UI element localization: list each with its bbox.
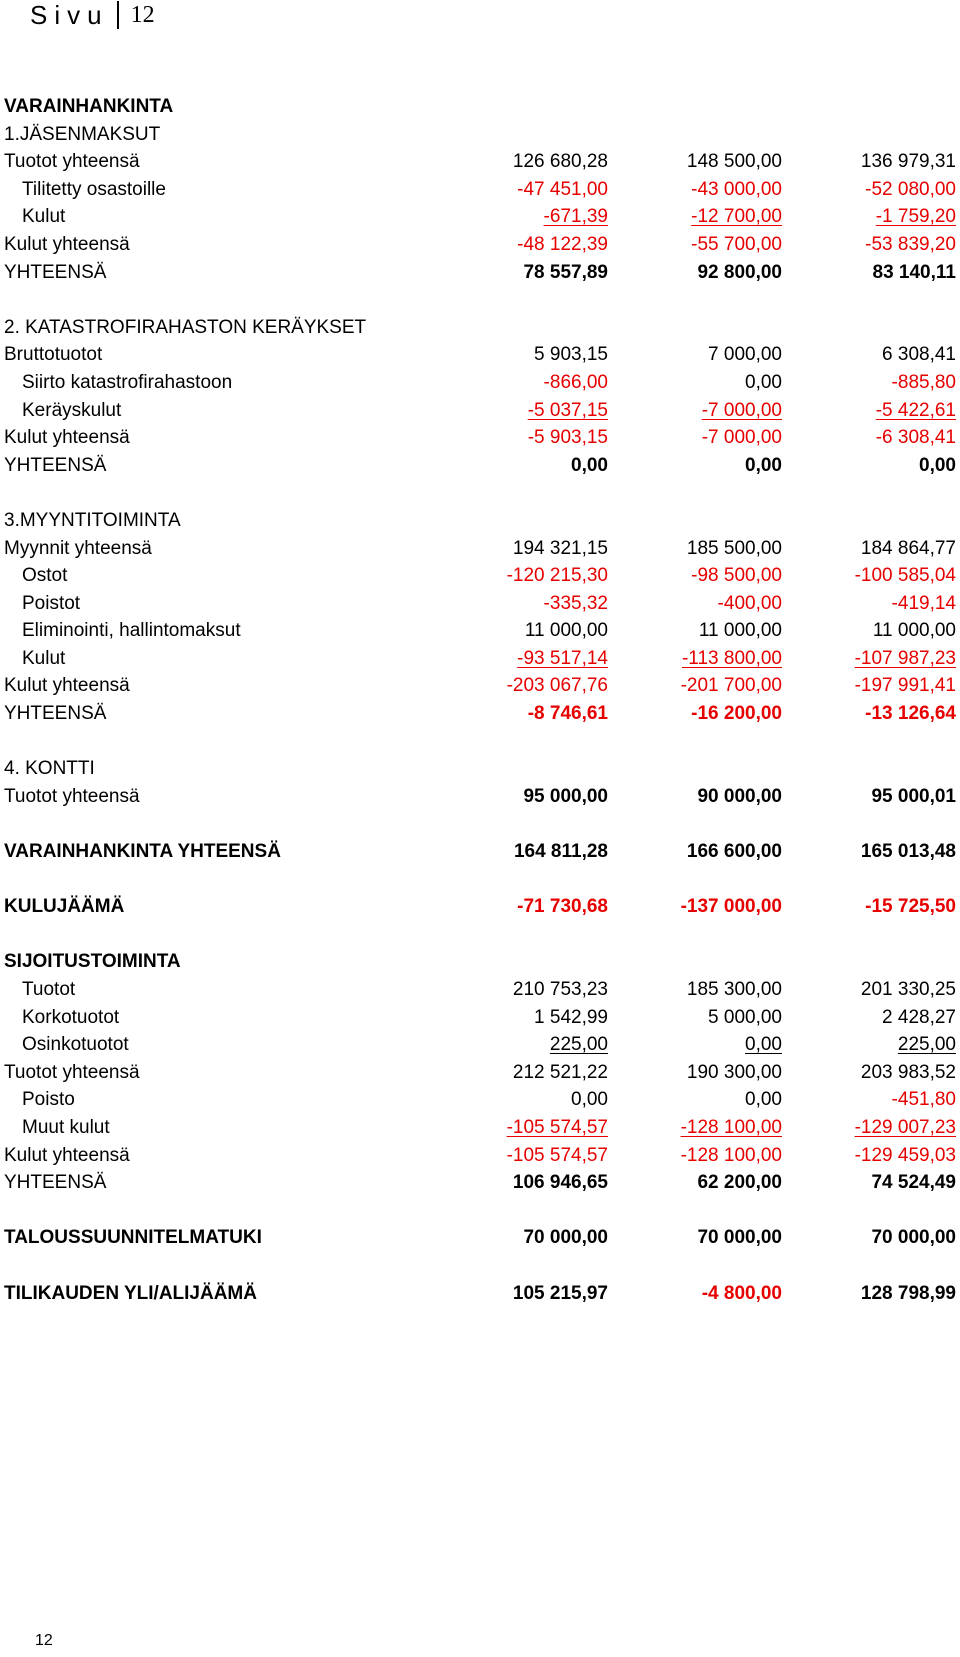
cell-value-col2: 7 000,00 <box>708 344 782 366</box>
row-label: VARAINHANKINTA YHTEENSÄ <box>4 841 281 863</box>
table-row <box>0 397 960 425</box>
cell-value-col3: 6 308,41 <box>882 344 956 366</box>
table-row <box>0 121 960 149</box>
cell-value-col1: 105 215,97 <box>512 1282 608 1304</box>
table-row <box>0 700 960 728</box>
row-label: 3.MYYNTITOIMINTA <box>4 509 181 531</box>
cell-value-col1: -71 730,68 <box>517 896 608 918</box>
table-row <box>0 672 960 700</box>
cell-value-col1: 0,00 <box>571 1089 608 1111</box>
cell-value-col2: -98 500,00 <box>691 565 782 587</box>
cell-value-col2: 0,00 <box>745 1034 782 1056</box>
table-row <box>0 1004 960 1032</box>
cell-value-col3: 203 983,52 <box>860 1061 956 1083</box>
cell-value-col3: -100 585,04 <box>854 565 956 587</box>
row-label: Muut kulut <box>22 1116 110 1138</box>
cell-value-col1: 0,00 <box>571 454 608 476</box>
cell-value-col3: 0,00 <box>919 454 956 476</box>
row-label: Keräyskulut <box>22 399 122 421</box>
table-row <box>0 590 960 618</box>
table-row <box>0 617 960 645</box>
cell-value-col2: 185 500,00 <box>686 537 782 559</box>
cell-value-col1: 164 811,28 <box>513 841 608 863</box>
table-row <box>0 1280 960 1308</box>
row-label: Tuotot yhteensä <box>4 1061 140 1083</box>
cell-value-col2: 62 200,00 <box>697 1172 782 1194</box>
row-label: KULUJÄÄMÄ <box>4 896 125 918</box>
cell-value-col1: -5 037,15 <box>527 399 608 421</box>
row-label: Tuotot yhteensä <box>4 785 140 807</box>
cell-value-col1: -203 067,76 <box>506 675 608 697</box>
cell-value-col3: -419,14 <box>891 592 956 614</box>
header-separator <box>117 1 119 29</box>
cell-value-col1: -5 903,15 <box>527 427 608 449</box>
cell-value-col2: 166 600,00 <box>686 841 782 863</box>
cell-value-col2: 0,00 <box>745 371 782 393</box>
row-label: YHTEENSÄ <box>4 703 107 725</box>
table-row <box>0 976 960 1004</box>
cell-value-col1: 212 521,22 <box>512 1061 608 1083</box>
row-label: Kulut <box>22 206 66 228</box>
row-label: YHTEENSÄ <box>4 1172 107 1194</box>
table-row <box>0 93 960 121</box>
row-label: Poistot <box>22 592 81 614</box>
table-spacer <box>0 921 960 949</box>
cell-value-col1: 70 000,00 <box>523 1227 608 1249</box>
cell-value-col2: 70 000,00 <box>697 1227 782 1249</box>
row-label: 4. KONTTI <box>4 758 95 780</box>
table-row <box>0 341 960 369</box>
cell-value-col2: -55 700,00 <box>691 233 782 255</box>
cell-value-col3: 184 864,77 <box>860 537 956 559</box>
cell-value-col3: 128 798,99 <box>860 1282 956 1304</box>
cell-value-col2: -128 100,00 <box>680 1144 782 1166</box>
cell-value-col2: 11 000,00 <box>698 620 782 642</box>
table-row <box>0 562 960 590</box>
cell-value-col2: 0,00 <box>745 1089 782 1111</box>
row-label: YHTEENSÄ <box>4 454 107 476</box>
table-spacer <box>0 1252 960 1280</box>
cell-value-col1: 78 557,89 <box>523 261 608 283</box>
cell-value-col3: -15 725,50 <box>865 896 956 918</box>
cell-value-col1: -866,00 <box>543 371 608 393</box>
cell-value-col2: 0,00 <box>745 454 782 476</box>
row-label: Tuotot yhteensä <box>4 151 140 173</box>
cell-value-col2: -16 200,00 <box>691 703 782 725</box>
table-row <box>0 452 960 480</box>
row-label: TALOUSSUUNNITELMATUKI <box>4 1227 262 1249</box>
table-row <box>0 1169 960 1197</box>
cell-value-col1: 210 753,23 <box>512 979 608 1000</box>
cell-value-col1: -335,32 <box>543 592 608 614</box>
cell-value-col3: -1 759,20 <box>875 206 956 228</box>
table-row <box>0 645 960 673</box>
table-spacer <box>0 866 960 894</box>
page-header-word: Sivu <box>30 0 109 30</box>
table-row <box>0 1031 960 1059</box>
cell-value-col2: 5 000,00 <box>708 1006 782 1028</box>
row-label: Kulut yhteensä <box>4 427 130 449</box>
table-row <box>0 314 960 342</box>
row-label: Bruttotuotot <box>4 344 103 366</box>
table-row <box>0 783 960 811</box>
cell-value-col1: -48 122,39 <box>517 233 608 255</box>
cell-value-col2: 190 300,00 <box>686 1061 782 1083</box>
cell-value-col2: -113 800,00 <box>681 647 782 669</box>
row-label: Eliminointi, hallintomaksut <box>22 620 241 642</box>
cell-value-col2: -12 700,00 <box>691 206 782 228</box>
row-label: TILIKAUDEN YLI/ALIJÄÄMÄ <box>4 1282 257 1304</box>
table-row <box>0 231 960 259</box>
row-label: Poisto <box>22 1089 75 1111</box>
row-label: Tuotot <box>22 979 76 1000</box>
cell-value-col3: -52 080,00 <box>865 178 956 200</box>
row-label: Kulut yhteensä <box>4 1144 130 1166</box>
cell-value-col2: 185 300,00 <box>686 979 782 1000</box>
cell-value-col3: 70 000,00 <box>871 1227 956 1249</box>
table-row <box>0 535 960 563</box>
cell-value-col3: 165 013,48 <box>860 841 956 863</box>
cell-value-col3: -13 126,64 <box>865 703 956 725</box>
table-row <box>0 259 960 287</box>
cell-value-col3: 225,00 <box>897 1034 956 1056</box>
cell-value-col3: 2 428,27 <box>882 1006 956 1028</box>
cell-value-col3: -197 991,41 <box>854 675 956 697</box>
cell-value-col2: -43 000,00 <box>691 178 782 200</box>
table-spacer <box>0 1197 960 1225</box>
cell-value-col3: 83 140,11 <box>872 261 956 283</box>
cell-value-col2: -4 800,00 <box>701 1282 782 1304</box>
cell-value-col2: -201 700,00 <box>680 675 782 697</box>
cell-value-col3: -129 007,23 <box>854 1116 956 1138</box>
cell-value-col2: -7 000,00 <box>701 399 782 421</box>
table-row <box>0 893 960 921</box>
cell-value-col3: -6 308,41 <box>875 427 956 449</box>
cell-value-col2: 148 500,00 <box>686 151 782 173</box>
cell-value-col1: -8 746,61 <box>527 703 608 725</box>
row-label: SIJOITUSTOIMINTA <box>4 951 181 973</box>
cell-value-col1: -93 517,14 <box>517 647 608 669</box>
cell-value-col1: 126 680,28 <box>512 151 608 173</box>
cell-value-col2: -137 000,00 <box>680 896 782 918</box>
page-header <box>30 0 155 30</box>
table-row <box>0 507 960 535</box>
row-label: Siirto katastrofirahastoon <box>22 371 233 393</box>
table-row <box>0 755 960 783</box>
table-spacer <box>0 479 960 507</box>
cell-value-col2: 92 800,00 <box>697 261 782 283</box>
table-row <box>0 1059 960 1087</box>
table-row <box>0 1114 960 1142</box>
cell-value-col1: 194 321,15 <box>512 537 608 559</box>
row-label: Ostot <box>22 565 68 587</box>
cell-value-col3: 95 000,01 <box>871 785 956 807</box>
table-spacer <box>0 810 960 838</box>
table-row <box>0 203 960 231</box>
table-row <box>0 424 960 452</box>
cell-value-col1: 95 000,00 <box>523 785 608 807</box>
cell-value-col3: 11 000,00 <box>872 620 956 642</box>
cell-value-col1: -120 215,30 <box>506 565 608 587</box>
cell-value-col2: 90 000,00 <box>697 785 782 807</box>
cell-value-col3: -129 459,03 <box>854 1144 956 1166</box>
row-label: Osinkotuotot <box>22 1034 129 1056</box>
cell-value-col3: -451,80 <box>891 1089 956 1111</box>
cell-value-col1: -47 451,00 <box>517 178 608 200</box>
page-footer-number: 12 <box>35 1632 53 1649</box>
cell-value-col1: 11 000,00 <box>524 620 608 642</box>
cell-value-col1: 5 903,15 <box>534 344 608 366</box>
table-row <box>0 369 960 397</box>
row-label: Myynnit yhteensä <box>4 537 152 559</box>
table-spacer <box>0 728 960 756</box>
row-label: Tilitetty osastoille <box>22 178 166 200</box>
row-label: Kulut <box>22 647 66 669</box>
table-row <box>0 838 960 866</box>
row-label: Korkotuotot <box>22 1006 120 1028</box>
cell-value-col1: -671,39 <box>543 206 608 228</box>
cell-value-col3: 201 330,25 <box>860 979 956 1000</box>
cell-value-col1: -105 574,57 <box>506 1116 608 1138</box>
cell-value-col1: 106 946,65 <box>512 1172 608 1194</box>
cell-value-col3: -5 422,61 <box>875 399 956 421</box>
cell-value-col3: -107 987,23 <box>854 647 956 669</box>
table-spacer <box>0 286 960 314</box>
row-label: VARAINHANKINTA <box>4 96 174 117</box>
table-row <box>0 148 960 176</box>
row-label: 2. KATASTROFIRAHASTON KERÄYKSET <box>4 316 367 338</box>
cell-value-col1: 1 542,99 <box>534 1006 608 1028</box>
row-label: Kulut yhteensä <box>4 675 130 697</box>
row-label: Kulut yhteensä <box>4 233 130 255</box>
table-row <box>0 1142 960 1170</box>
cell-value-col2: -7 000,00 <box>701 427 782 449</box>
table-row <box>0 176 960 204</box>
cell-value-col2: -400,00 <box>717 592 782 614</box>
cell-value-col3: 74 524,49 <box>871 1172 956 1194</box>
table-row <box>0 1224 960 1252</box>
cell-value-col1: -105 574,57 <box>506 1144 608 1166</box>
row-label: YHTEENSÄ <box>4 261 107 283</box>
table-row <box>0 1086 960 1114</box>
row-label: 1.JÄSENMAKSUT <box>4 123 161 145</box>
cell-value-col2: -128 100,00 <box>680 1116 782 1138</box>
table-row <box>0 948 960 976</box>
budget-table <box>0 93 960 1307</box>
cell-value-col3: 136 979,31 <box>860 151 956 173</box>
page-header-number: 12 <box>130 1 155 28</box>
cell-value-col1: 225,00 <box>549 1034 608 1056</box>
cell-value-col3: -53 839,20 <box>865 233 956 255</box>
cell-value-col3: -885,80 <box>891 371 956 393</box>
